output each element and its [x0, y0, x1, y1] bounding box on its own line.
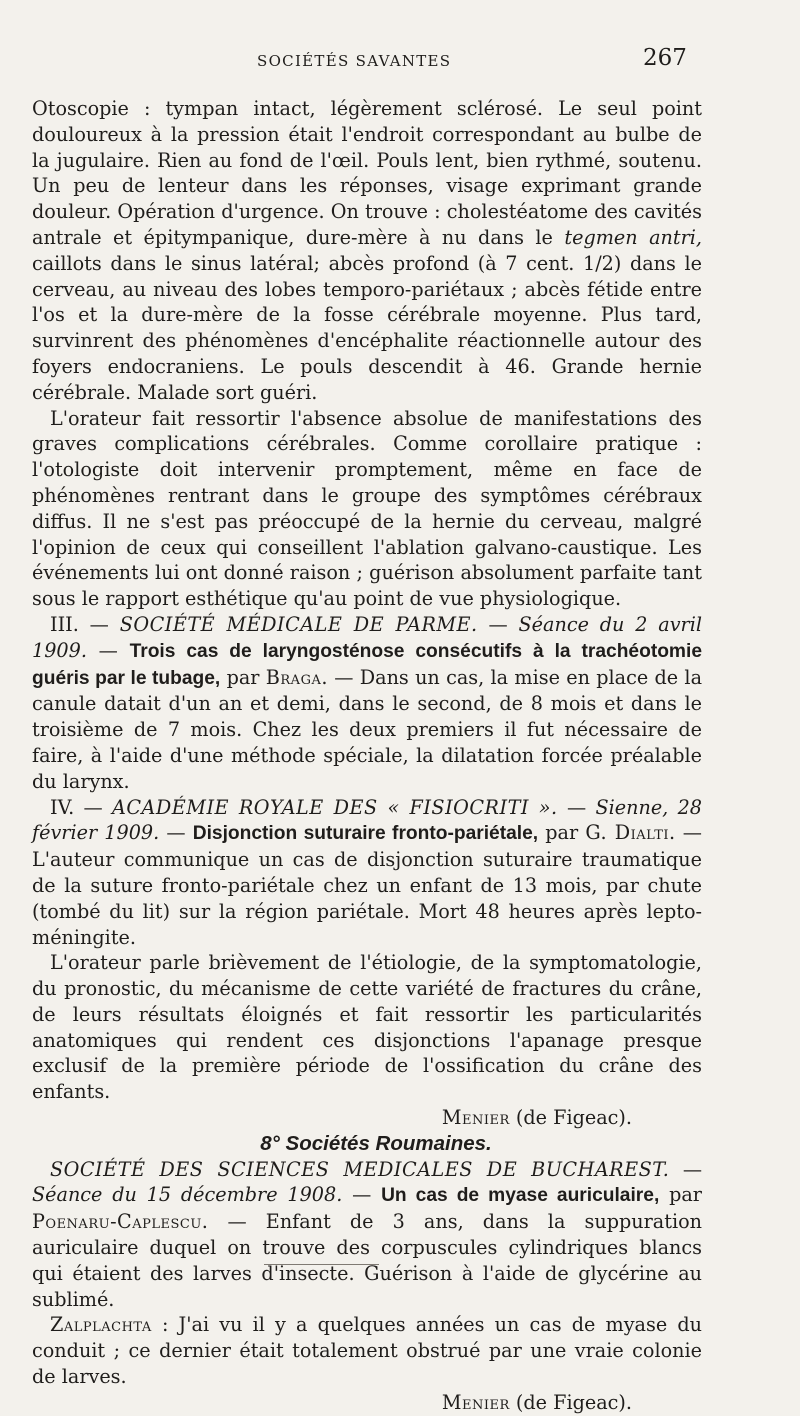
communication-body: — Enfant de 3 ans, dans la suppuration auriculaire duquel on trouve des corpuscules cylindriques blancs qui étaient des larves d'insecte. Guérison à l'aide de glycérine au sublimé. — [32, 1210, 702, 1311]
communication-title: Disjonction suturaire fronto-pariétale, — [192, 823, 539, 845]
comment-paragraph — [32, 1312, 702, 1389]
section-iii-paragraph — [32, 612, 702, 795]
section-divider — [264, 1264, 379, 1265]
signature-place: (de Figeac). — [515, 1106, 632, 1130]
society-name: ACADÉMIE ROYALE DES « FISIOCRITI ». — [112, 795, 558, 819]
page-number: 267 — [643, 45, 687, 71]
dash: — — [566, 795, 587, 819]
session-date: Séance du 15 décembre 1908. — [32, 1183, 343, 1207]
section-iv-paragraph — [32, 795, 702, 951]
communication-body: — Dans un cas, la mise en place de la canule datait d'un an et demi, dans le second, de 8 mois et dans le troisième de 7 mois. Chez les deux premiers il fut nécessaire de faire, à l'aide d'une méthode spéciale, la dilatation forcée préalable du larynx. — [32, 665, 703, 793]
article-body — [32, 96, 702, 1416]
section-numeral: IV. — — [50, 795, 103, 819]
dash: — — [166, 821, 186, 845]
section-heading: 8° Sociétés Roumaines. — [260, 1131, 492, 1155]
section-numeral: III. — — [50, 612, 109, 636]
italic-term: tegmen antri, — [564, 225, 702, 249]
dash: — — [682, 1157, 702, 1181]
orator-conclusion-paragraph: L'orateur fait ressortir l'absence absolue de manifestations des graves complications cérébrales. Comme corollaire pratique : l'otologiste doit intervenir promptement, même en face de phénomènes rentrant dans le groupe des symptômes cérébraux diffus. Il ne s'est pas préoccupé de la hernie du cerveau, malgré l'opinion de ceux qui conseillent l'ablation galvano-caustique. Les événements lui ont donné raison ; guérison absolument parfaite tant sous le rapport esthétique qu'au point de vue physiologique. — [32, 406, 702, 611]
case-description-paragraph — [32, 96, 702, 406]
society-name: SOCIÉTÉ DES SCIENCES MEDICALES DE BUCHAREST. — [50, 1157, 670, 1181]
section-iv-discussion-paragraph: L'orateur parle brièvement de l'étiologie, de la symptomatologie, du pronostic, du mécanisme de cette variété de fractures du crâne, de leurs résultats éloignés et fait ressortir les particularités anatomiques qui rendent ces disjonctions l'apanage presque exclusif de la première période de l'ossification du crâne des enfants. — [32, 951, 702, 1104]
running-head: SOCIÉTÉS SAVANTES — [257, 52, 452, 70]
paragraph-text: Otoscopie : tympan intact, légèrement sclérosé. Le seul point douloureux à la pression était l'endroit correspondant au bulbe de la jugulaire. Rien au fond de l'œil. Pouls lent, bien rythmé, soutenu. Un peu de lenteur dans les réponses, visage exprimant grande douleur. Opération d'urgence. On trouve : cholestéatome des cavités antrale et épitympanique, dure-mère à nu dans le — [32, 97, 702, 249]
session-date: Sienne, 28 février 1909. — [32, 795, 703, 845]
paragraph-text: caillots dans le sinus latéral; abcès profond (à 7 cent. 1/2) dans le cerveau, au niveau des lobes temporo-pariétaux ; abcès fétide entre l'os et la dure-mère de la fosse cérébrale moyenne. Plus tard, survinrent des phénomènes d'encéphalite réactionnelle autour des foyers endocraniens. Le pouls descendit à 46. Grande hernie cérébrale. Malade sort guéri. — [32, 251, 702, 404]
by-word: par — [669, 1183, 702, 1207]
author-name: Braga. — [265, 665, 328, 689]
author-name: G. Dialti. — [585, 821, 676, 845]
commenter-name: Zalplachta — [50, 1313, 152, 1337]
signature-line — [32, 1390, 632, 1416]
section-8-paragraph — [32, 1157, 702, 1313]
communication-body: — L'auteur communique un cas de disjonction suturaire traumatique de la suture fronto-pariétale chez un enfant de 13 mois, par chute (tombé du lit) sur la région pariétale. Mort 48 heures après lepto-méningite. — [32, 821, 702, 949]
signature-name: Menier — [441, 1106, 510, 1130]
communication-title: Un cas de myase auriculaire, — [381, 1185, 660, 1207]
session-date: Séance du 2 avril 1909. — [32, 612, 702, 662]
dash: — — [488, 612, 508, 636]
dash: — — [98, 638, 118, 662]
by-word: par — [226, 665, 260, 689]
signature-name: Menier — [441, 1390, 510, 1414]
society-name: SOCIÉTÉ MÉDICALE DE PARME. — [119, 612, 478, 636]
dash: — — [352, 1183, 372, 1207]
signature-line — [32, 1105, 632, 1131]
signature-place: (de Figeac). — [515, 1390, 632, 1414]
comment-text: : J'ai vu il y a quelques années un cas de myase du conduit ; ce dernier était totalement obstrué par une vraie colonie de larves. — [32, 1313, 702, 1389]
by-word: par — [545, 821, 579, 845]
communication-title: Trois cas de laryngosténose consécutifs à la trachéotomie guéris par le tubage, — [32, 640, 702, 689]
author-name: Poenaru-Caplescu. — [32, 1210, 209, 1234]
